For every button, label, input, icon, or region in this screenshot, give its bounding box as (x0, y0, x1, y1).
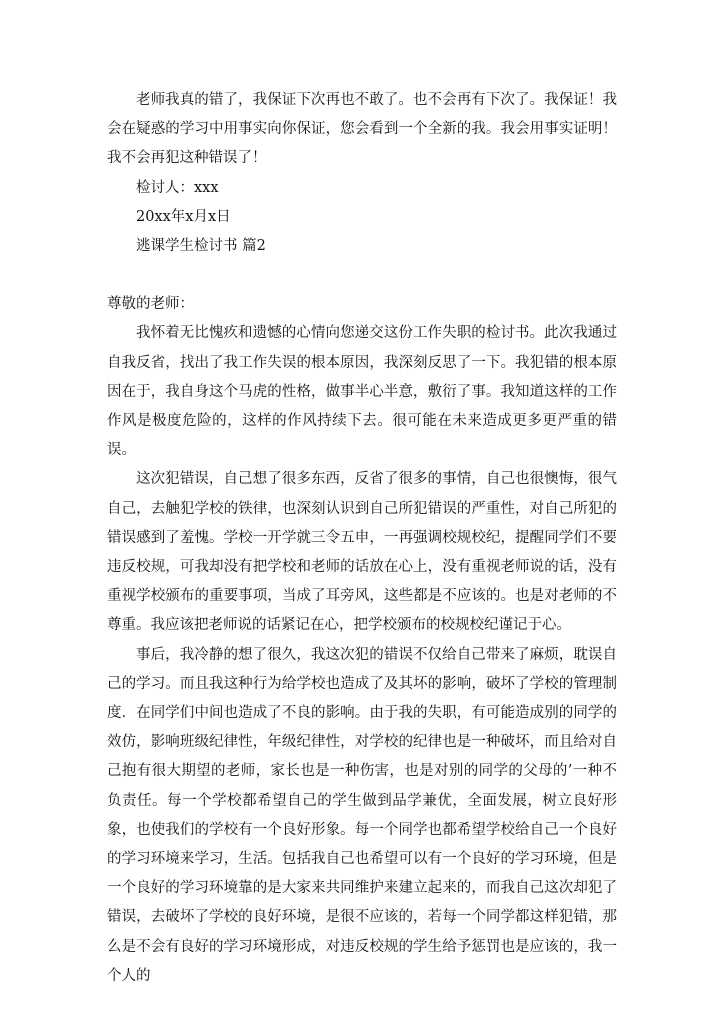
salutation: 尊敬的老师： (107, 296, 194, 313)
date-line: 20xx年x月x日 (136, 208, 231, 225)
document-page (107, 86, 617, 991)
paragraph-consequences: 事后，我冷静的想了很久，我这次犯的错误不仅给自己带来了麻烦，耽误自己的学习。而且我这种行为给学校也造成了及其坏的影响，破坏了学校的管理制度．在同学们中间也造成了不良的影响。由于我的失职，有可能造成别的同学的效仿，影响班级纪律性，年级纪律性，对学校的纪律也是一种破坏，而且给对自己抱有很大期望的老师，家长也是一种伤害，也是对别的同学的父母的’一种不负责任。每一个学校都希望自己的学生做到品学兼优，全面发展，树立良好形象，也使我们的学校有一个良好形象。每一个同学也都希望学校给自己一个良好的学习环境来学习，生活。包括我自己也希望可以有一个良好的学习环境，但是一个良好的学习环境靠的是大家来共同维护来建立起来的，而我自己这次却犯了错误，去破坏了学校的良好环境，是很不应该的，若每一个同学都这样犯错，那么是不会有良好的学习环境形成，对违反校规的学生给予惩罚也是应该的，我一个人的 (107, 646, 617, 984)
section-title: 逃课学生检讨书 篇2 (136, 238, 266, 255)
paragraph-intro: 我怀着无比愧疚和遗憾的心情向您递交这份工作失职的检讨书。此次我通过自我反省，找出了我工作失误的根本原因，我深刻反思了一下。我犯错的根本原因在于，我自身这个马虎的性格，做事半心半意，敷衍了事。我知道这样的工作作风是极度危险的，这样的作风持续下去。很可能在未来造成更多更严重的错误。 (107, 325, 617, 459)
paragraph-apology: 老师我真的错了，我保证下次再也不敢了。也不会再有下次了。我保证！我会在疑惑的学习中用事实向你保证，您会看到一个全新的我。我会用事实证明！我不会再犯这种错误了！ (107, 92, 617, 167)
reviewer-line: 检讨人：xxx (136, 179, 219, 196)
paragraph-reflection: 这次犯错误，自己想了很多东西，反省了很多的事情，自己也很懊悔，很气自己，去触犯学校的铁律，也深刻认识到自己所犯错误的严重性，对自己所犯的错误感到了羞愧。学校一开学就三令五申，一再强调校规校纪，提醒同学们不要违反校规，可我却没有把学校和老师的话放在心上，没有重视老师说的话，没有重视学校颁布的重要事项，当成了耳旁风，这些都是不应该的。也是对老师的不尊重。我应该把老师说的话紧记在心，把学校颁布的校规校纪谨记于心。 (107, 471, 617, 634)
blank-line (107, 261, 617, 290)
